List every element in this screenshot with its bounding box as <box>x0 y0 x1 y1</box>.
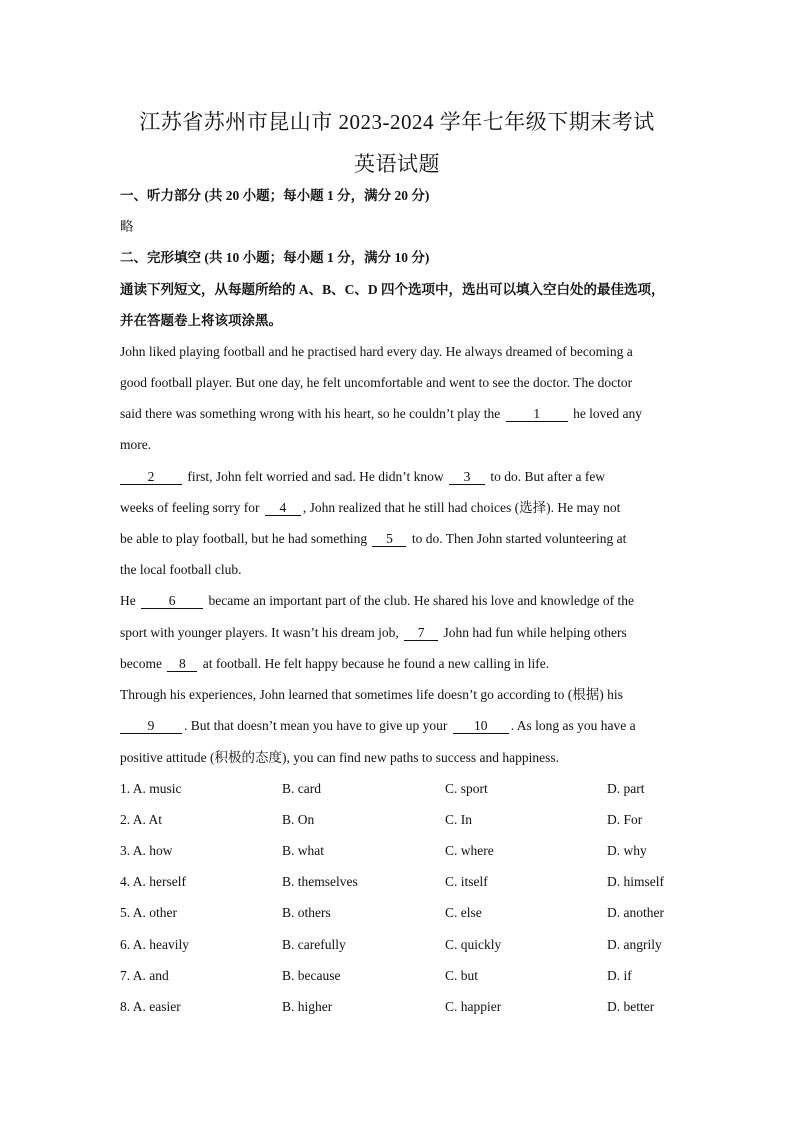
option-7-d: D. if <box>607 968 632 983</box>
option-6-a: 6. A. heavily <box>120 937 189 952</box>
passage-line <box>120 592 690 610</box>
cloze-blank-5: 5 <box>372 532 406 547</box>
option-3-a: 3. A. how <box>120 843 173 858</box>
section2-heading: 二、完形填空 (共 10 小题；每小题 1 分，满分 10 分) <box>120 250 430 265</box>
passage-line <box>120 655 690 673</box>
option-4-b: B. themselves <box>282 874 358 889</box>
passage-line <box>120 405 690 423</box>
passage-text: said there was something wrong with his heart, so he couldn’t play the <box>120 406 504 421</box>
option-7-a: 7. A. and <box>120 968 169 983</box>
cloze-blank-10: 10 <box>453 719 509 734</box>
passage-line <box>120 530 690 548</box>
passage-line <box>120 624 690 642</box>
option-1-c: C. sport <box>445 781 488 796</box>
option-2-a: 2. A. At <box>120 812 163 827</box>
option-2-d: D. For <box>607 812 643 827</box>
passage-line <box>120 499 690 517</box>
option-4-a: 4. A. herself <box>120 874 186 889</box>
section1-note: 略 <box>120 219 134 234</box>
option-8-c: C. happier <box>445 999 502 1014</box>
passage-text: weeks of feeling sorry for <box>120 500 263 515</box>
passage-line: the local football club. <box>120 562 242 577</box>
passage-text: to do. But after a few <box>486 469 606 484</box>
option-5-d: D. another <box>607 905 664 920</box>
instruction-line-2: 并在答题卷上将该项涂黑。 <box>120 313 282 328</box>
passage-text: . But that doesn’t mean you have to give up your <box>184 718 451 733</box>
passage-text: to do. Then John started volunteering at <box>408 531 627 546</box>
passage-line <box>120 717 690 735</box>
option-1-a: 1. A. music <box>120 781 182 796</box>
option-8-b: B. higher <box>282 999 333 1014</box>
option-5-a: 5. A. other <box>120 905 177 920</box>
passage-line: Through his experiences, John learned that sometimes life doesn’t go according to (根据) his <box>120 687 623 702</box>
option-3-b: B. what <box>282 843 324 858</box>
cloze-blank-6: 6 <box>141 594 203 609</box>
option-8-a: 8. A. easier <box>120 999 181 1014</box>
option-2-c: C. In <box>445 812 472 827</box>
passage-line <box>120 468 690 486</box>
option-5-c: C. else <box>445 905 482 920</box>
passage-text: be able to play football, but he had something <box>120 531 371 546</box>
option-6-b: B. carefully <box>282 937 346 952</box>
option-4-c: C. itself <box>445 874 488 889</box>
passage-line: good football player. But one day, he felt uncomfortable and went to see the doctor. The doctor <box>120 375 633 390</box>
option-2-b: B. On <box>282 812 315 827</box>
passage-text: he loved any <box>569 406 643 421</box>
option-7-b: B. because <box>282 968 341 983</box>
passage-text: , John realized that he still had choices (选择). He may not <box>302 500 621 515</box>
option-3-d: D. why <box>607 843 647 858</box>
passage-line: more. <box>120 437 152 452</box>
passage-text: sport with younger players. It wasn’t his dream job, <box>120 625 403 640</box>
cloze-blank-1: 1 <box>506 407 568 422</box>
passage-text: became an important part of the club. He shared his love and knowledge of the <box>205 593 634 608</box>
cloze-blank-4: 4 <box>265 501 301 516</box>
passage-text: at football. He felt happy because he found a new calling in life. <box>199 656 550 671</box>
section1-heading: 一、听力部分 (共 20 小题；每小题 1 分，满分 20 分) <box>120 188 430 203</box>
cloze-blank-3: 3 <box>449 470 485 485</box>
option-6-d: D. angrily <box>607 937 662 952</box>
option-4-d: D. himself <box>607 874 664 889</box>
instruction-line-1: 通读下列短文，从每题所给的 A、B、C、D 四个选项中，选出可以填入空白处的最佳选项， <box>120 282 665 297</box>
cloze-blank-7: 7 <box>404 626 438 641</box>
option-1-d: D. part <box>607 781 645 796</box>
option-8-d: D. better <box>607 999 655 1014</box>
page-subtitle: 英语试题 <box>354 152 440 176</box>
cloze-blank-9: 9 <box>120 719 182 734</box>
cloze-blank-8: 8 <box>167 657 197 672</box>
passage-line: John liked playing football and he practised hard every day. He always dreamed of becoming a <box>120 344 633 359</box>
passage-text: . As long as you have a <box>510 718 636 733</box>
cloze-blank-2: 2 <box>120 470 182 485</box>
option-6-c: C. quickly <box>445 937 502 952</box>
passage-text: become <box>120 656 166 671</box>
option-1-b: B. card <box>282 781 321 796</box>
option-7-c: C. but <box>445 968 479 983</box>
passage-line: positive attitude (积极的态度), you can find new paths to success and happiness. <box>120 750 560 765</box>
page-title: 江苏省苏州市昆山市 2023-2024 学年七年级下期末考试 <box>139 110 655 134</box>
option-3-c: C. where <box>445 843 494 858</box>
passage-text: John had fun while helping others <box>440 625 627 640</box>
passage-text: He <box>120 593 140 608</box>
option-5-b: B. others <box>282 905 331 920</box>
passage-text: first, John felt worried and sad. He didn’t know <box>184 469 447 484</box>
